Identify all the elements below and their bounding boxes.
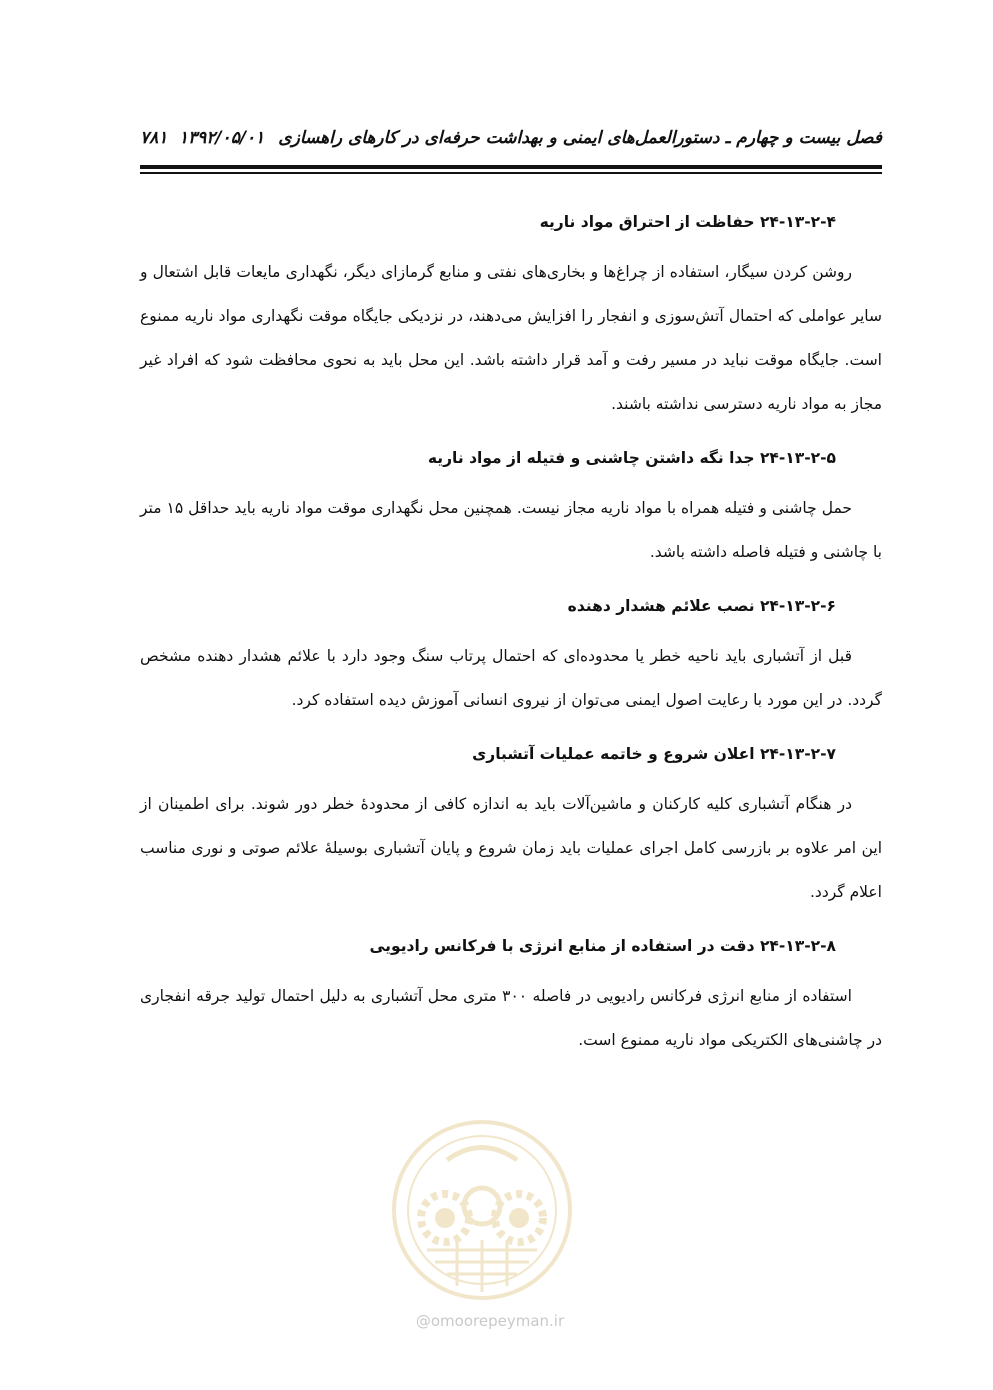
section-paragraph: حمل چاشنی و فتیله همراه با مواد ناریه مجاز نیست. همچنین محل نگهداری موقت مواد ناریه باید حداقل ۱۵ متر با چاشنی و فتیله فاصله داشته باشد. xyxy=(140,499,882,561)
header-date: ۱۳۹۲/۰۵/۰۱ xyxy=(178,128,265,148)
section-heading: ۲۴-۱۳-۲-۸ دقت در استفاده از منابع انرژی با فرکانس رادیویی xyxy=(369,937,836,955)
section-paragraph: در هنگام آتشباری کلیه کارکنان و ماشین‌آلات باید به اندازه کافی از محدودهٔ خطر دور شوند. برای اطمینان از این امر علاوه بر بازرسی کامل اجرای عملیات باید زمان شروع و پایان آتشباری بوسیلهٔ علائم صوتی و نوری مناسب اعلام گردد. xyxy=(140,795,882,901)
watermark-logo xyxy=(387,1110,577,1310)
section-heading: ۲۴-۱۳-۲-۴ حفاظت از احتراق مواد ناریه xyxy=(539,213,836,231)
watermark-text: @omoorepeyman.ir xyxy=(415,1312,565,1330)
header-title-block xyxy=(179,128,882,148)
header-rule-thick xyxy=(140,165,882,169)
section-4-fire-protection xyxy=(140,206,882,426)
section-heading: ۲۴-۱۳-۲-۶ نصب علائم هشدار دهنده xyxy=(567,597,836,615)
page-content xyxy=(140,206,882,1078)
section-6-warning-signs xyxy=(140,590,882,722)
header-rule-thin xyxy=(140,172,882,174)
section-7-blast-announcement xyxy=(140,738,882,914)
section-8-radio-frequency xyxy=(140,930,882,1062)
section-heading: ۲۴-۱۳-۲-۷ اعلان شروع و خاتمه عملیات آتشباری xyxy=(472,745,836,763)
page-number: ۷۸۱ xyxy=(140,128,168,148)
section-heading: ۲۴-۱۳-۲-۵ جدا نگه داشتن چاشنی و فتیله از مواد ناریه xyxy=(427,449,836,467)
section-paragraph: روشن کردن سیگار، استفاده از چراغ‌ها و بخاری‌های نفتی و منابع گرمازای دیگر، نگهداری مایعات قابل اشتعال و سایر عواملی که احتمال آتش‌سوزی و انفجار را افزایش می‌دهند، در نزدیکی جایگاه موقت نگهداری مواد ناریه ممنوع است. جایگاه موقت نباید در مسیر رفت و آمد قرار داشته باشد. این محل باید به نحوی محافظت شود که افراد غیر مجاز به مواد ناریه دسترسی نداشته باشند. xyxy=(140,263,882,413)
section-5-separate-detonators xyxy=(140,442,882,574)
page-header xyxy=(140,128,882,160)
section-paragraph: استفاده از منابع انرژی فرکانس رادیویی در فاصله ۳۰۰ متری محل آتشباری به دلیل احتمال تولید جرقه انفجاری در چاشنی‌های الکتریکی مواد ناریه ممنوع است. xyxy=(140,987,882,1049)
header-title: فصل بیست و چهارم ـ دستورالعمل‌های ایمنی و بهداشت حرفه‌ای در کارهای راهسازی xyxy=(278,128,882,148)
section-paragraph: قبل از آتشباری باید ناحیه خطر یا محدوده‌ای که احتمال پرتاب سنگ وجود دارد با علائم هشدار دهنده مشخص گردد. در این مورد با رعایت اصول ایمنی می‌توان از نیروی انسانی آموزش دیده استفاده کرد. xyxy=(140,647,882,709)
